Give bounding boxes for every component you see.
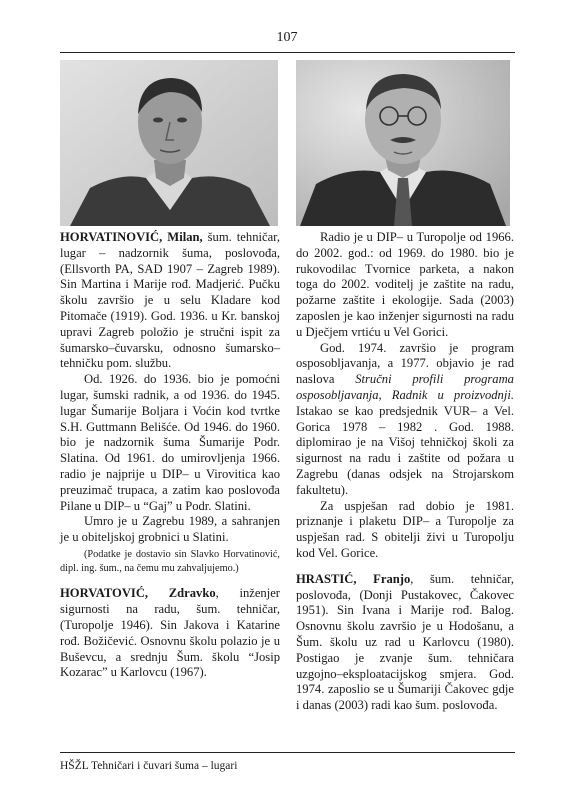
entry-name-horvatovic: HORVATOVIĆ, Zdravko [60,586,216,601]
entry-hrastic-bio: , šum. tehničar, poslovođa, (Donji Pustakovec, Čakovec 1951). Sin Ivana i Marije rođ. Balog. Osnovnu školu završio je u Hodošanu, a Šum. školu uz rad u Karlovcu (1980). Postigao je zvanje šum. tehničara uzgojno–eksploatacijskog smjera. God. 1974. zaposlio se u Šumariji Čakovec gdje i danas (2003) radi kao šum. poslovođa. [296,571,514,713]
entry-horvatovic-bio: , inženjer sigurnosti na radu, šum. tehničar, (Turopolje 1946). Sin Jakova i Katarine rođ. Božičević. Osnovnu školu polazio je u Buševcu, a srednju Šum. školu “Josip Kozarac” u Karlovcu (1967). [60,586,280,680]
entry-name-horvatinovic: HORVATINOVIĆ, Milan, [60,230,203,244]
footer-text: HŠŽL Tehničari i čuvari šuma – lugari [60,760,238,772]
education-text-after: Istakao se kao predsjednik VUR– a Vel. Gorica 1978 – 1982 . God. 1988. diplomirao je na Višoj tehničkoj školi za sigurnost na radu i zaštite od požara u Zagrebu (danas odsjek na Strojarskom fakultetu). [296,403,514,497]
portrait-photo-horvatovic [296,60,510,226]
entry-horvatinovic-career: Od. 1926. do 1936. bio je pomoćni lugar, šumski radnik, a od 1936. do 1945. lugar Šumarije Boljara i Voćin kod tvrtke S.H. Guttmann Belišće. Od 1946. do 1960. bio je nadzornik šuma Šumarije Podr. Slatina. Od 1961. do umirovljenja 1966. radio je najprije u DIP– u Virovitica kao preuzimač trupaca, a zatim kao poslovođa Pilane u DIP– u “Gaj” u Podr. Slatini. [60,372,280,513]
entry-horvatinovic-death: Umro je u Zagrebu 1989, a sahranjen je u obiteljskoj grobnici u Slatini. [60,514,280,545]
entry-horvatovic-work: Radio je u DIP– u Turopolje od 1966. do 2002. god.: od 1969. do 1980. bio je rukovodilac Tvornice parketa, a nakon toga do 2002. voditelj je zaštite na radu, požarne zaštite i ekologije. Sada (2003) zaposlen je kao inženjer sigurnosti na radu u Dječjem vrtiću u Vel Gorici. [296,230,514,339]
footer-rule [60,752,515,753]
entry-name-hrastic: HRASTIĆ, Franjo [296,571,411,586]
header-rule [60,52,515,53]
page-number: 107 [276,30,298,45]
right-column [296,230,514,714]
entry-horvatovic-education [296,341,514,499]
publication-title: Stručni profili programa osposobljavanja, Radnik u proizvodnji. [296,372,514,402]
education-text-before: God. 1974. završio je program osposobljavanja, a 1977. objavio je rad naslova [296,340,514,387]
entry-horvatinovic-intro [60,230,280,372]
entry-horvatovic-intro [60,586,280,681]
entry-horvatinovic-note: (Podatke je dostavio sin Slavko Horvatinović, dipl. ing. šum., na čemu mu zahvaljujemo.) [60,548,280,575]
entry-horvatinovic-bio: šum. tehničar, lugar – nadzornik šuma, poslovođa, (Ellsvorth PA, SAD 1907 – Zagreb 1989). Sin Martina i Marije rođ. Madjerić. Pučku školu završio je u selu Kladare kod Pitomače (1919). God. 1936. u Kr. banskoj upravi Zagreb položio je stručni ispit za šumarsko–čuvarsku, odnosno šumarsko–tehničku pom. službu. [60,230,281,371]
entry-horvatovic-award: Za uspješan rad dobio je 1981. priznanje i plaketu DIP– a Turopolje za uspješan rad. S obitelji živi u Turopolju kod Vel. Gorice. [296,498,514,560]
entry-hrastic-intro [296,572,514,714]
left-column [60,230,280,681]
portrait-photo-horvatinovic [60,60,278,226]
